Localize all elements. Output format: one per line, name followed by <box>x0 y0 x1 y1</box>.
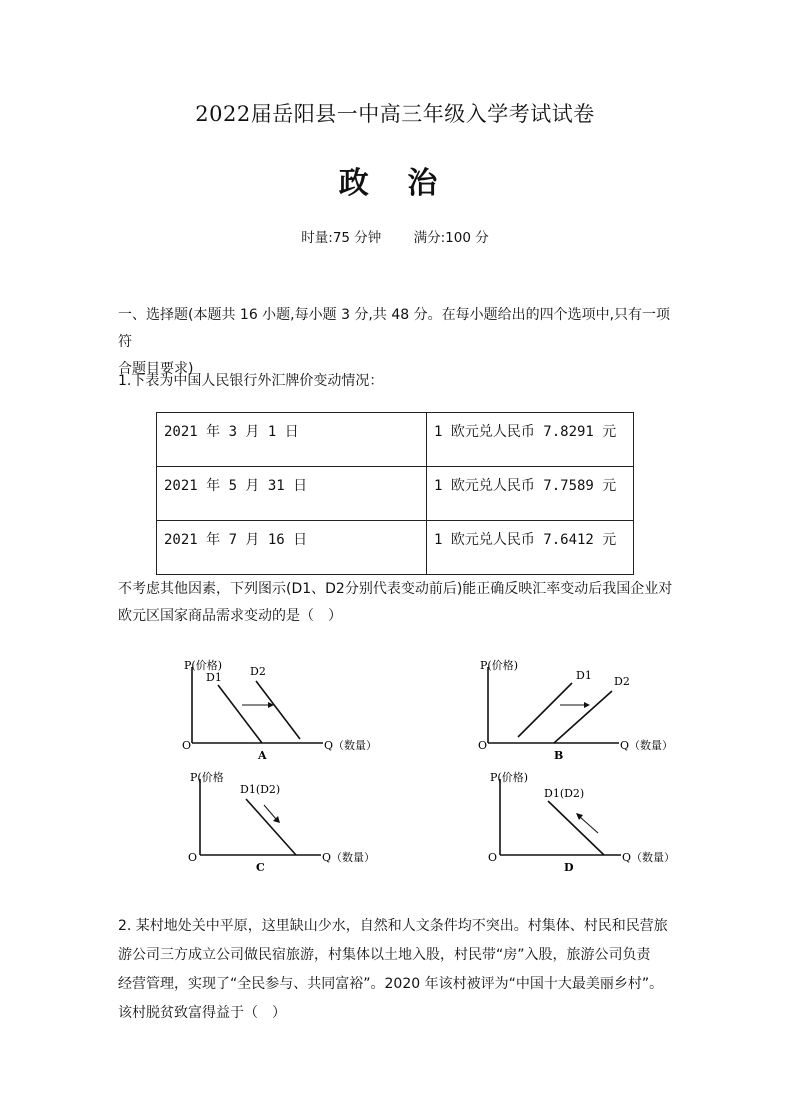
q1-prompt-line: 不考虑其他因素，下列图示(D1、D2分别代表变动前后)能正确反映汇率变动后我国企业对 <box>118 581 673 597</box>
graph-c <box>176 765 426 879</box>
move-arrow <box>264 805 276 819</box>
subject-title: 政 治 <box>338 166 452 201</box>
d2-curve <box>554 691 612 743</box>
section-heading-line: 一、选择题(本题共 16 小题,每小题 3 分,共 48 分。在每小题给出的四个选项中,只有一项符 <box>118 307 671 350</box>
exam-meta <box>0 226 790 246</box>
exchange-rate-table <box>156 412 634 575</box>
d1-curve <box>518 683 572 737</box>
demand-curve <box>548 801 604 855</box>
d2-label: D2 <box>250 665 266 678</box>
full-score: 满分:100 分 <box>413 230 489 246</box>
q-axis-label: Q（数量） <box>322 851 376 864</box>
q-axis-label: Q（数量） <box>622 851 676 864</box>
origin-label: O <box>488 851 498 864</box>
demand-curve <box>246 799 296 855</box>
table-cell-date: 2021 年 7 月 16 日 <box>157 521 427 575</box>
section-heading-line: 合题目要求) <box>118 361 194 377</box>
q2-line: 该村脱贫致富得益于（ ） <box>118 1005 286 1021</box>
q2-line: 游公司三方成立公司做民宿旅游，村集体以土地入股，村民带“房”入股，旅游公司负责 <box>118 947 651 963</box>
q1-prompt <box>118 576 678 630</box>
q2-text <box>118 912 678 1028</box>
d1-label: D1 <box>206 671 222 684</box>
graph-letter: B <box>554 749 564 762</box>
graph-letter: D <box>564 861 574 874</box>
table-cell-rate: 1 欧元兑人民币 7.7589 元 <box>427 467 634 521</box>
table-row <box>157 521 634 575</box>
table-cell-date: 2021 年 3 月 1 日 <box>157 413 427 467</box>
graph-letter: A <box>258 749 267 762</box>
q1-stem: 1.下表为中国人民银行外汇牌价变动情况： <box>118 373 384 389</box>
graph-d <box>476 765 726 879</box>
d1-label: D1 <box>576 669 592 682</box>
p-axis-label: P(价格) <box>490 771 528 784</box>
q-axis-label: Q（数量） <box>620 739 674 752</box>
d-label: D1(D2) <box>240 783 281 796</box>
table-cell-rate: 1 欧元兑人民币 7.6412 元 <box>427 521 634 575</box>
move-arrow <box>580 817 598 833</box>
d-label: D1(D2) <box>544 787 585 800</box>
table-cell-date: 2021 年 5 月 31 日 <box>157 467 427 521</box>
exam-title: 2022届岳阳县一中高三年级入学考试试卷 <box>195 102 595 126</box>
p-axis-label: P(价格) <box>480 659 518 672</box>
d2-curve <box>256 681 300 739</box>
d2-label: D2 <box>614 675 630 688</box>
q1-prompt-line: 欧元区国家商品需求变动的是（ ） <box>118 608 342 624</box>
table-row <box>157 413 634 467</box>
graph-letter: C <box>256 861 265 874</box>
p-axis-label: P(价格) <box>184 659 222 672</box>
origin-label: O <box>182 739 192 752</box>
graph-a <box>178 655 428 769</box>
d1-curve <box>218 685 262 743</box>
q-axis-label: Q（数量） <box>324 739 378 752</box>
table-cell-rate: 1 欧元兑人民币 7.8291 元 <box>427 413 634 467</box>
q2-line: 2. 某村地处关中平原，这里缺山少水，自然和人文条件均不突出。村集体、村民和民营旅 <box>118 918 668 934</box>
graph-b <box>474 655 724 769</box>
q2-line: 经营管理，实现了“全民参与、共同富裕”。2020 年该村被评为“中国十大最美丽乡村”。 <box>118 976 664 992</box>
p-axis-label: P(价格 <box>190 771 224 784</box>
origin-label: O <box>188 851 198 864</box>
origin-label: O <box>478 739 488 752</box>
time-limit: 时量:75 分钟 <box>301 230 382 246</box>
table-row <box>157 467 634 521</box>
